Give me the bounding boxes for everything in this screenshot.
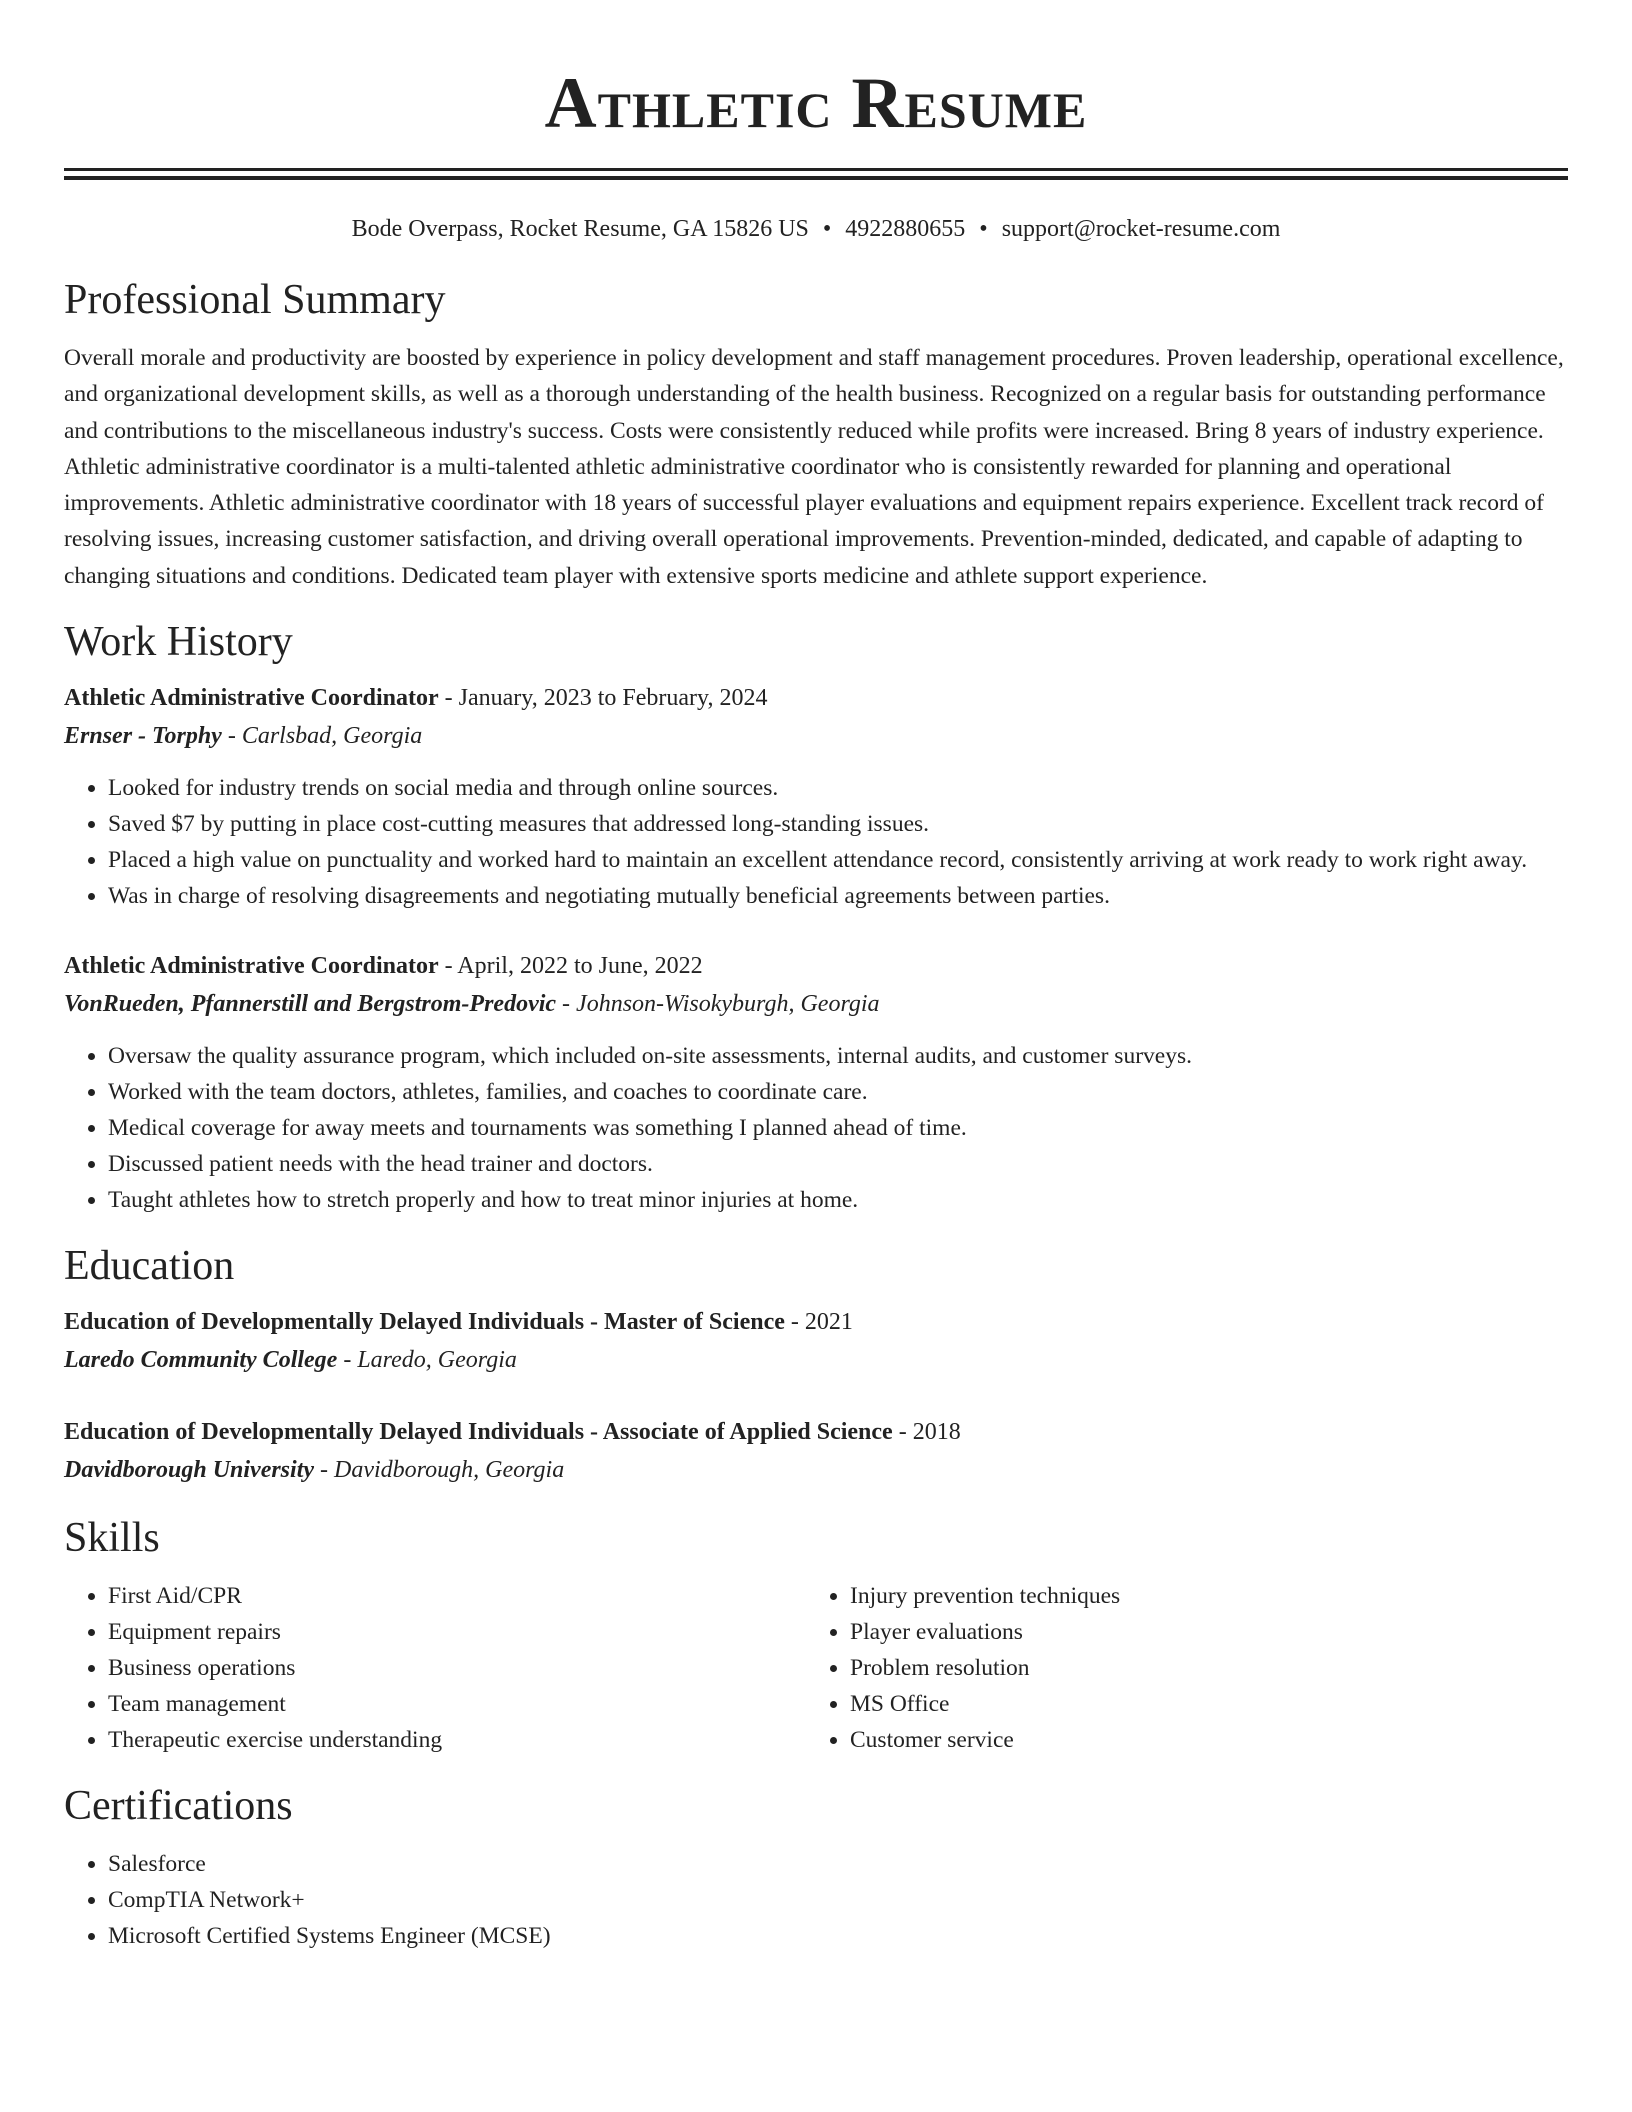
degree-line [64,1414,1568,1450]
work-heading: Work History [64,619,293,666]
contact-separator: • [822,216,832,242]
list-item: • Placed a high value on punctuality and worked hard to maintain an excellent attendance record, consistently arriving at work ready to work right away. [108,842,1568,878]
job-dates: - April, 2022 to June, 2022 [438,953,703,980]
skills-heading: Skills [64,1515,160,1562]
summary-heading: Professional Summary [64,277,446,323]
list-item: • Discussed patient needs with the head trainer and doctors. [108,1146,1568,1182]
title-divider [64,168,1568,180]
list-item: • Injury prevention techniques [850,1578,1548,1614]
job-title-line [64,680,1568,716]
list-item: • Team management [108,1686,806,1722]
job-dates: - January, 2023 to February, 2024 [438,685,768,712]
education-entry [64,1414,1568,1490]
list-item: • First Aid/CPR [108,1578,806,1614]
degree-line [64,1304,1568,1340]
summary-text: Overall morale and productivity are boosted by experience in policy development and staff management procedures. Proven leadership, operational excellence, and organizational development skills, as well as a thorough understanding of the health business. Recognized on a regular basis for outstanding performance and contributions to the miscellaneous industry's success. Costs were consistently reduced while profits were increased. Bring 8 years of industry experience. Athletic administrative coordinator is a multi-talented athletic administrative coordinator who is consistently rewarded for planning and operational improvements. Athletic administrative coordinator with 18 years of successful player evaluations and equipment repairs experience. Excellent track record of resolving issues, increasing customer satisfaction, and driving overall operational improvements. Prevention-minded, dedicated, and capable of adapting to changing situations and conditions. Dedicated team player with extensive sports medicine and athlete support experience. [64,345,1564,589]
list-item: • Worked with the team doctors, athletes, families, and coaches to coordinate care. [108,1074,1568,1110]
degree-name: Education of Developmentally Delayed Individuals - Associate of Applied Science [64,1419,893,1446]
work-section [64,616,1568,1218]
list-item: • Medical coverage for away meets and tournaments was something I planned ahead of time. [108,1110,1568,1146]
degree-year: - 2018 [892,1419,961,1446]
skills-section [64,1512,1568,1758]
job-title-line [64,948,1568,984]
skills-column-right [806,1578,1548,1758]
contact-address: Bode Overpass, Rocket Resume, GA 15826 US [351,216,809,242]
list-item: • CompTIA Network+ [108,1882,1568,1918]
list-item: • Looked for industry trends on social media and through online sources. [108,770,1568,806]
list-item: • Salesforce [108,1846,1568,1882]
list-item: • Taught athletes how to stretch properly and how to treat minor injuries at home. [108,1182,1568,1218]
school-location: - Davidborough, Georgia [314,1457,565,1484]
education-entry [64,1304,1568,1380]
company-line [64,716,1568,756]
school-name: Laredo Community College [64,1347,338,1374]
certifications-heading: Certifications [64,1783,293,1830]
contact-separator: • [979,216,988,242]
contact-phone: 4922880655 [845,216,966,242]
summary-section [64,274,1568,594]
certifications-list [64,1846,1568,1954]
job-title: Athletic Administrative Coordinator [64,953,439,980]
company-line [64,984,1568,1024]
contact-email: support@rocket-resume.com [1001,216,1281,242]
contact-line [64,214,1568,244]
list-item: • Was in charge of resolving disagreements and negotiating mutually beneficial agreements between parties. [108,878,1568,914]
job-entry [64,680,1568,914]
school-name: Davidborough University [64,1457,315,1484]
skills-column-left [64,1578,806,1758]
list-item: • Player evaluations [850,1614,1548,1650]
list-item: • Saved $7 by putting in place cost-cutting measures that addressed long-standing issues. [108,806,1568,842]
education-section [64,1240,1568,1490]
skills-grid [64,1578,1568,1758]
certifications-section [64,1780,1568,1954]
school-line [64,1340,1568,1380]
company-name: VonRueden, Pfannerstill and Bergstrom-Predovic [64,991,557,1018]
job-title: Athletic Administrative Coordinator [64,685,439,712]
education-heading: Education [64,1243,235,1290]
degree-year: - 2021 [784,1309,853,1336]
school-location: - Laredo, Georgia [337,1347,517,1374]
company-location: - Johnson-Wisokyburgh, Georgia [556,991,880,1018]
list-item: • Equipment repairs [108,1614,806,1650]
list-item: • Microsoft Certified Systems Engineer (MCSE) [108,1918,1568,1954]
list-item: • Problem resolution [850,1650,1548,1686]
resume-page [64,0,1568,1954]
list-item: • Customer service [850,1722,1548,1758]
job-bullets [64,1038,1568,1218]
school-line [64,1450,1568,1490]
list-item: • Business operations [108,1650,806,1686]
list-item: • Therapeutic exercise understanding [108,1722,806,1758]
list-item: • Oversaw the quality assurance program, which included on-site assessments, internal audits, and customer surveys. [108,1038,1568,1074]
company-name: Ernser - Torphy [64,723,222,750]
job-bullets [64,770,1568,914]
degree-name: Education of Developmentally Delayed Individuals - Master of Science [64,1309,785,1336]
list-item: • MS Office [850,1686,1548,1722]
company-location: - Carlsbad, Georgia [221,723,423,750]
resume-title: Athletic Resume [544,63,1088,143]
job-entry [64,948,1568,1218]
